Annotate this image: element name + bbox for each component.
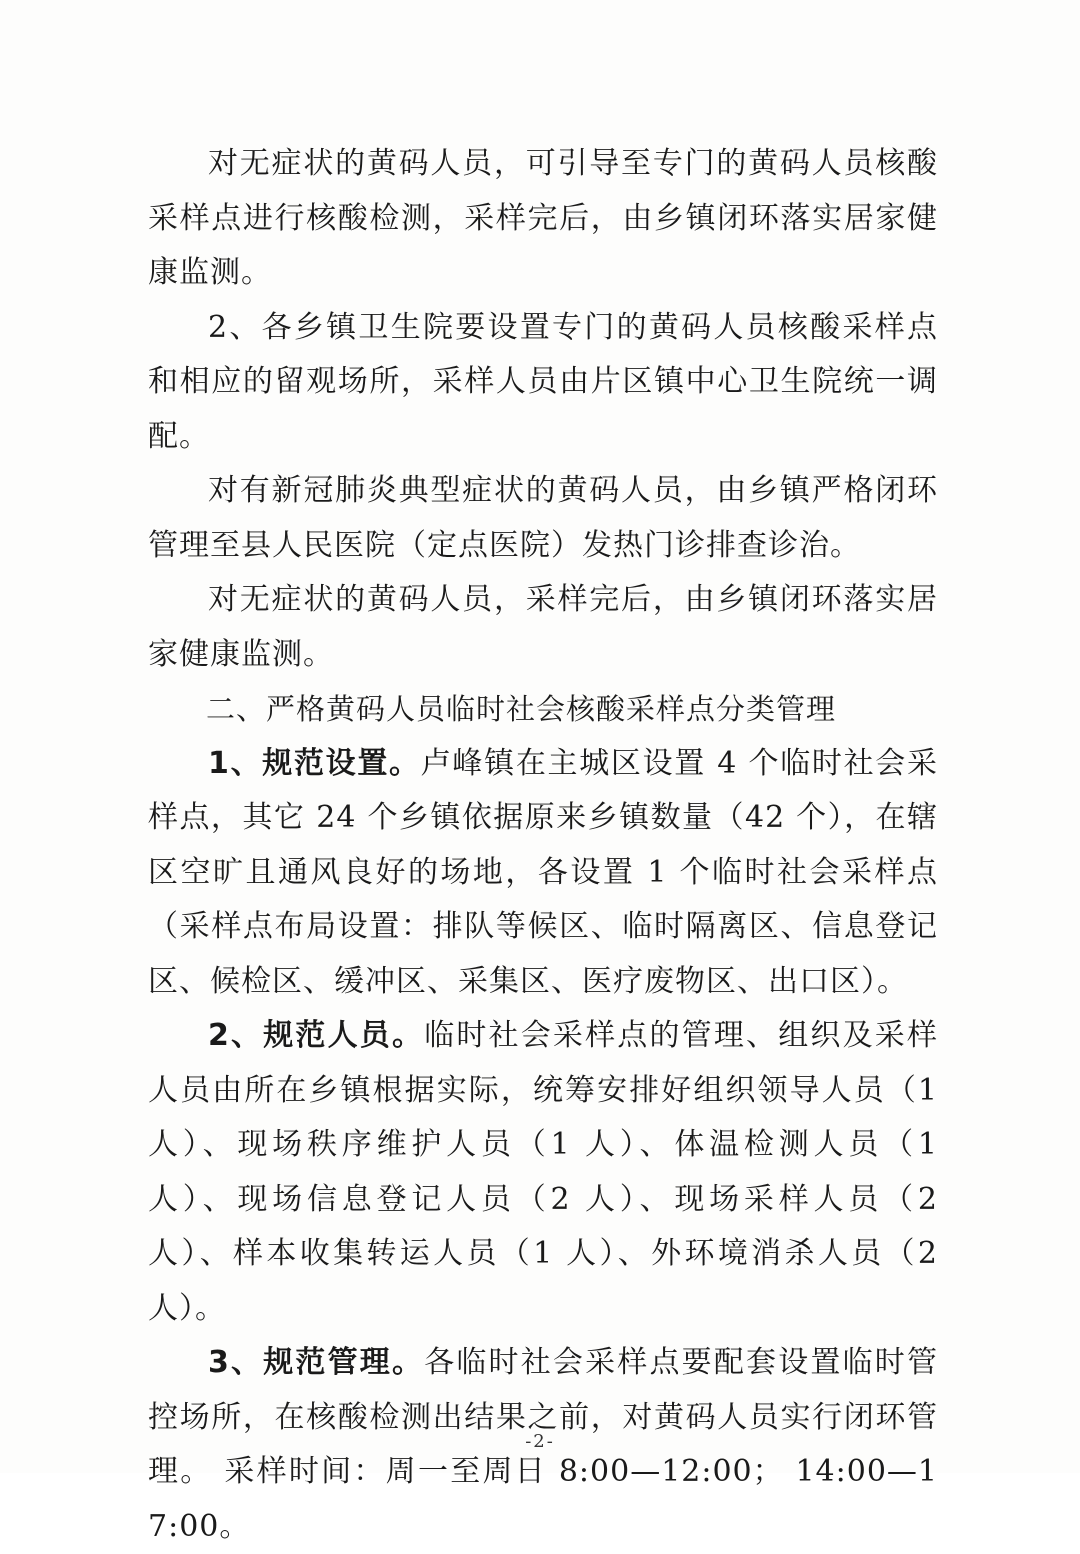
paragraph-text: 2、各乡镇卫生院要设置专门的黄码人员核酸采样点和相应的留观场所，采样人员由片区镇中心卫生院统一调配。 [148, 309, 938, 454]
paragraph-text: 对无症状的黄码人员，采样完后，由乡镇闭环落实居家健康监测。 [148, 582, 938, 672]
paragraph-symptomatic-referral [148, 464, 938, 573]
paragraph-township-hospitals [148, 301, 938, 465]
paragraph-text: 对有新冠肺炎典型症状的黄码人员，由乡镇严格闭环管理至县人民医院（定点医院）发热门诊排查诊治。 [148, 473, 938, 563]
paragraph-asymptomatic-sampling [148, 137, 938, 301]
paragraph-lead: 2、规范人员。 [208, 1018, 425, 1053]
section-heading-text: 二、严格黄码人员临时社会核酸采样点分类管理 [206, 692, 837, 726]
page-number: -2- [525, 1431, 555, 1452]
document-body [148, 137, 938, 1554]
paragraph-home-monitoring [148, 573, 938, 682]
paragraph-lead: 3、规范管理。 [208, 1345, 425, 1380]
paragraph-text: 对无症状的黄码人员，可引导至专门的黄码人员核酸采样点进行核酸检测，采样完后，由乡镇闭环落实居家健康监测。 [148, 146, 938, 290]
paragraph-text: 各临时社会采样点要配套设置临时管控场所，在核酸检测出结果之前，对黄码人员实行闭环管理。 采样时间：周一至周日 8:00—12:00； 14:00—17:00。 [148, 1345, 938, 1544]
paragraph-lead: 1、规范设置。 [208, 745, 421, 781]
paragraph-text: 临时社会采样点的管理、组织及采样人员由所在乡镇根据实际，统筹安排好组织领导人员（1 人）、现场秩序维护人员（1 人）、体温检测人员（1 人）、现场信息登记人员（2 人）、现场采样人员（2 人）、样本收集转运人员（1 人）、外环境消杀人员（2 人）。 [148, 1018, 938, 1326]
section-heading [148, 682, 938, 737]
paragraph-text: 卢峰镇在主城区设置 4 个临时社会采样点，其它 24 个乡镇依据原来乡镇数量（42 个），在辖区空旷且通风良好的场地，各设置 1 个临时社会采样点（采样点布局设置：排队等候区、临时隔离区、信息登记区、候检区、缓冲区、采集区、医疗废物区、出口区）。 [148, 745, 938, 999]
paragraph-standard-setup [148, 737, 938, 1010]
paragraph-standard-staff [148, 1009, 938, 1336]
